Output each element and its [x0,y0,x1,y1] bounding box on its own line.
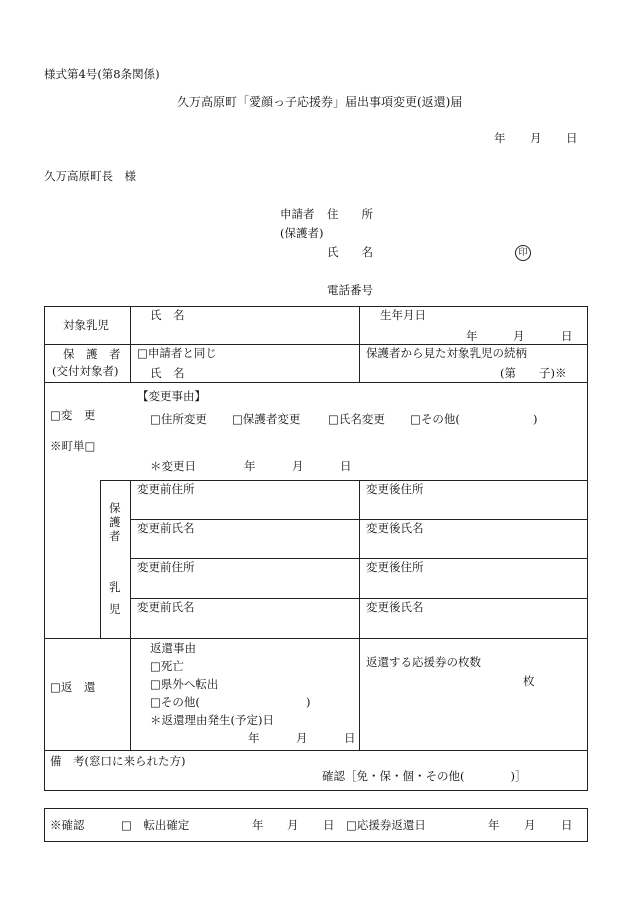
change-date-label: ＊変更日 [150,459,196,473]
remarks-label: 備 考(窓口に来られた方) [50,754,186,768]
birth-day-label: 日 [561,329,573,343]
office-day-2: 日 [561,818,573,832]
reason-other-close: ) [533,412,538,426]
office-month-2: 月 [524,818,536,832]
move-out-confirmed-checkbox[interactable]: □ 転出確定 [121,818,190,832]
addressee: 久万高原町長 様 [44,169,136,183]
confirmation-options[interactable]: 確認［免・保・個・その他( )］ [322,769,527,783]
reason-name-change[interactable]: □氏名変更 [328,412,385,426]
guardian-after-name-field[interactable]: 変更後氏名 [366,521,424,535]
change-date-year: 年 [244,459,256,473]
return-reason-heading: 返還事由 [150,641,196,655]
return-date-day: 日 [344,731,356,745]
guardian-side-char-3: 者 [109,529,121,543]
vouchers-count-label: 返還する応援券の枚数 [366,655,481,669]
office-month-1: 月 [287,818,299,832]
form-number: 様式第4号(第8条関係) [44,67,160,81]
return-reason-other-close: ) [306,695,311,709]
reason-guardian-change[interactable]: □保護者変更 [232,412,301,426]
voucher-return-date-checkbox[interactable]: □応援券返還日 [346,818,426,832]
birthdate-label: 生年月日 [380,308,426,322]
date-day-label: 日 [566,131,578,145]
vouchers-unit: 枚 [523,674,535,688]
reason-address-change[interactable]: □住所変更 [150,412,207,426]
relationship-value: (第 子)※ [500,366,567,380]
return-reason-death[interactable]: □死亡 [150,659,184,673]
guardian-before-name-field[interactable]: 変更前氏名 [137,521,195,535]
guardian-name-label: 氏 名 [150,366,185,380]
return-occurrence-label: ＊返還理由発生(予定)日 [150,713,274,727]
birth-month-label: 月 [513,329,525,343]
date-month-label: 月 [530,131,542,145]
change-reason-heading: 【変更事由】 [137,389,206,403]
child-side-char-1: 乳 [109,580,121,594]
seal-mark: 印 [515,245,531,261]
office-year-2: 年 [488,818,500,832]
birth-year-label: 年 [466,329,478,343]
form-title: 久万高原町「愛顔っ子応援券」届出事項変更(返還)届 [177,95,463,109]
phone-label: 電話番号 [327,283,373,297]
guardian-before-address-field[interactable]: 変更前住所 [137,482,195,496]
change-date-month: 月 [292,459,304,473]
address-label: 住 所 [327,207,373,221]
office-year-1: 年 [252,818,264,832]
child-after-name-field[interactable]: 変更後氏名 [366,600,424,614]
relationship-label: 保護者から見た対象乳児の続柄 [366,346,527,360]
change-checkbox[interactable]: □変 更 [50,408,96,422]
office-confirm-label: ※確認 [50,818,85,832]
date-year-label: 年 [494,131,506,145]
town-single-checkbox[interactable]: ※町単□ [50,439,96,453]
guardian-label: 保 護 者 [63,347,121,361]
child-label: 対象乳児 [63,318,109,332]
child-after-address-field[interactable]: 変更後住所 [366,560,424,574]
guardian-paren-label: (保護者) [280,226,324,240]
applicant-label: 申請者 [280,207,315,221]
reason-other-change[interactable]: □その他( [410,412,460,426]
return-date-month: 月 [296,731,308,745]
applicant-name-label: 氏 名 [327,245,373,259]
return-date-year: 年 [248,731,260,745]
return-reason-move-out[interactable]: □県外へ転出 [150,677,219,691]
child-before-address-field[interactable]: 変更前住所 [137,560,195,574]
return-reason-other[interactable]: □その他( [150,695,200,709]
same-as-applicant-checkbox[interactable]: □申請者と同じ [137,346,217,360]
guardian-after-address-field[interactable]: 変更後住所 [366,482,424,496]
child-name-label: 氏 名 [150,308,185,322]
child-before-name-field[interactable]: 変更前氏名 [137,600,195,614]
guardian-side-char-2: 護 [109,515,121,529]
child-side-char-2: 児 [109,602,121,616]
guardian-side-char-1: 保 [109,501,121,515]
grantee-label: (交付対象者) [52,364,119,378]
return-checkbox[interactable]: □返 還 [50,680,96,694]
change-date-day: 日 [340,459,352,473]
office-day-1: 日 [323,818,335,832]
